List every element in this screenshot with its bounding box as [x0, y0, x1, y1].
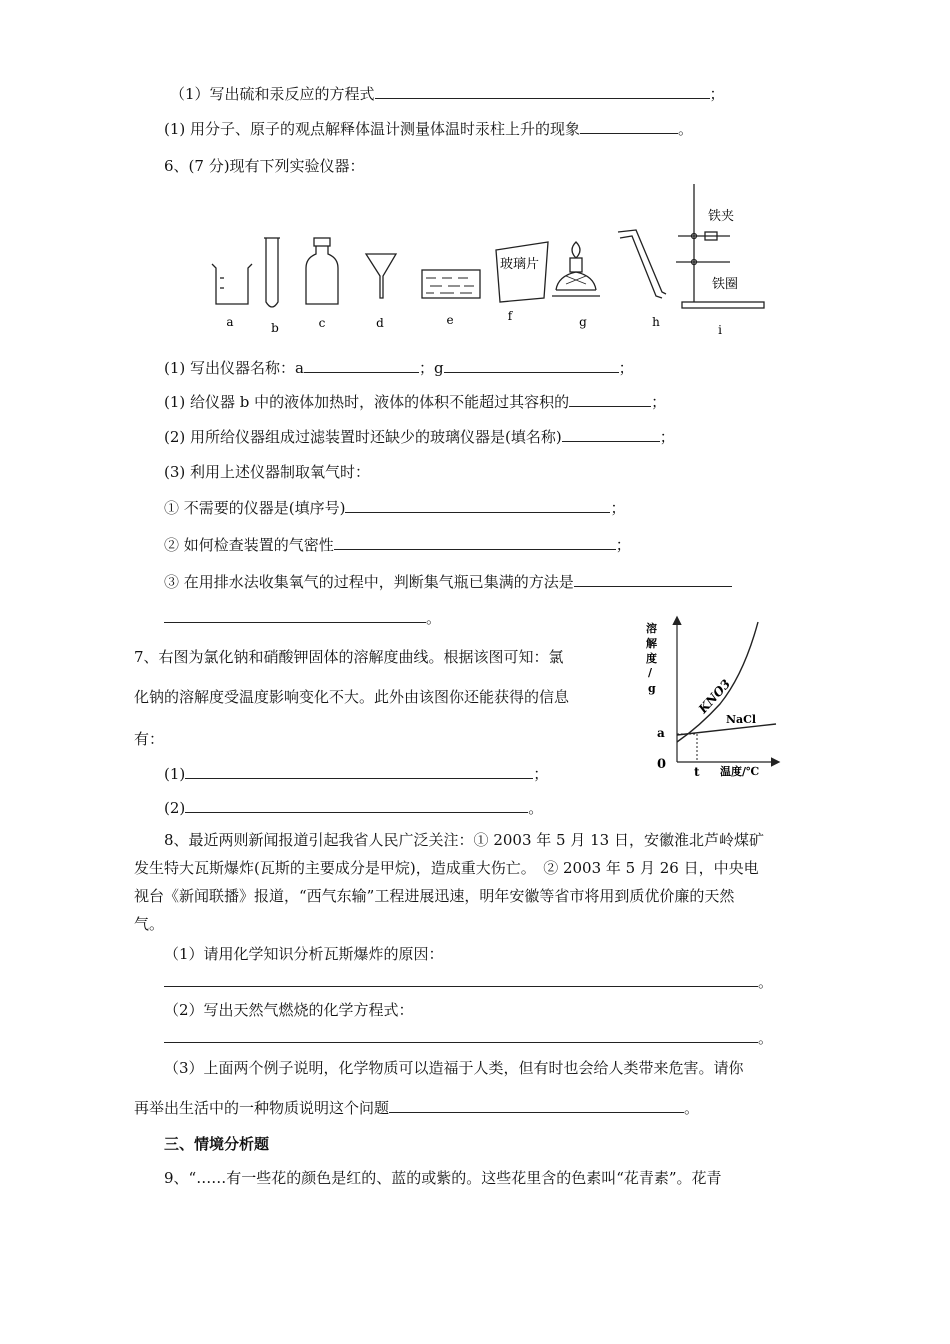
answer-blank[interactable] [345, 498, 610, 513]
apparatus-label-d: d [376, 316, 384, 330]
answer-blank[interactable] [304, 358, 419, 373]
svg-text:度: 度 [646, 652, 657, 665]
answer-blank[interactable] [375, 84, 710, 99]
apparatus-label-e: e [446, 313, 454, 327]
y-axis-label [646, 621, 658, 695]
y-marker-label: a [657, 726, 665, 740]
reagent-bottle-icon [306, 238, 338, 304]
answer-blank[interactable] [185, 798, 528, 813]
apparatus-label-f: f [507, 309, 513, 323]
svg-text:g: g [648, 682, 656, 695]
lab-apparatus-figure [200, 180, 780, 340]
q6-s3: (2) 用所给仪器组成过滤装置时还缺少的玻璃仪器是(填名称) ； [164, 428, 675, 446]
answer-blank[interactable] [334, 535, 616, 550]
x-axis-label: 温度/℃ [720, 765, 760, 778]
answer-blank[interactable] [164, 1028, 758, 1043]
funnel-icon [366, 254, 396, 298]
apparatus-label-h: h [652, 315, 660, 329]
q8-s1: （1）请用化学知识分析瓦斯爆炸的原因： [164, 945, 444, 963]
svg-text:溶: 溶 [646, 622, 657, 635]
iron-ring-label: 铁圈 [712, 277, 739, 292]
q7-line2: 化钠的溶解度受温度影响变化不大。此外由该图你还能获得的信息 [134, 688, 570, 706]
q8-s1-answer: 。 [164, 972, 773, 992]
q8-s3b: 再举出生活中的一种物质说明这个问题 。 [134, 1099, 700, 1117]
q7-line3: 有： [134, 730, 165, 748]
q8-p2: 发生特大瓦斯爆炸(瓦斯的主要成分是甲烷)，造成重大伤亡。 ② 2003 年 5 月 26 日，中央电 [134, 859, 759, 877]
y-axis-label-text: 溶解度/g [640, 610, 644, 611]
section-3-title: 三、情境分析题 [164, 1135, 270, 1153]
solubility-chart [640, 610, 790, 780]
q7-answer1: (1) ； [164, 765, 549, 783]
q7-line1: 7、右图为氯化钠和硝酸钾固体的溶解度曲线。根据该图可知：氯 [134, 648, 564, 666]
q6-s4: (3) 利用上述仪器制取氧气时： [164, 463, 371, 481]
q8-p4: 气。 [134, 915, 165, 933]
delivery-tube-icon [618, 230, 666, 298]
glass-slide-icon [496, 242, 548, 302]
answer-blank[interactable] [562, 427, 660, 442]
svg-text:解: 解 [646, 637, 657, 650]
apparatus-label-a: a [226, 315, 234, 329]
answer-blank[interactable] [389, 1098, 684, 1113]
apparatus-label-c: c [318, 316, 326, 330]
series-label-nacl: NaCl [726, 713, 757, 726]
q6-s2: (1) 给仪器 b 中的液体加热时，液体的体积不能超过其容积的 ； [164, 393, 667, 411]
q9-line1: 9、“……有一些花的颜色是红的、蓝的或紫的。这些花里含的色素叫“花青素”。花青 [164, 1169, 722, 1187]
x-marker-label: t [694, 765, 700, 779]
q6-s7: ③ 在用排水法收集氧气的过程中，判断集气瓶已集满的方法是 [164, 572, 732, 592]
answer-blank[interactable] [164, 972, 758, 987]
answer-blank[interactable] [444, 358, 619, 373]
iron-clamp-label: 铁夹 [708, 209, 735, 224]
apparatus-label-g: g [579, 315, 587, 329]
q8-s3: （3）上面两个例子说明，化学物质可以造福于人类，但有时也会给人类带来危害。请你 [164, 1059, 744, 1077]
q5-sub2: (1) 用分子、原子的观点解释体温计测量体温时汞柱上升的现象 。 [164, 120, 694, 138]
q8-s2-answer: 。 [164, 1028, 773, 1048]
water-trough-icon [422, 270, 480, 298]
beaker-icon [212, 264, 252, 304]
q8-s2: （2）写出天然气燃烧的化学方程式： [164, 1001, 414, 1019]
svg-text:/: / [648, 666, 653, 679]
q6-s1: (1) 写出仪器名称：a ；g ； [164, 359, 634, 377]
q8-p1: 8、最近两则新闻报道引起我省人民广泛关注：① 2003 年 5 月 13 日，安徽淮北芦岭煤矿 [164, 831, 764, 849]
q8-p3: 视台《新闻联播》报道，“西气东输”工程进展迅速，明年安徽等省市将用到质优价廉的天然 [134, 887, 735, 905]
answer-blank[interactable] [574, 572, 732, 587]
answer-blank[interactable] [185, 764, 533, 779]
glass-piece-label: 玻璃片 [500, 257, 540, 272]
q5-sub1: （1）写出硫和汞反应的方程式 ； [170, 85, 725, 103]
q6-s5: ① 不需要的仪器是(填序号) ； [164, 499, 626, 517]
apparatus-label-b: b [271, 321, 279, 335]
origin-label: 0 [657, 757, 667, 772]
answer-blank[interactable] [164, 608, 426, 623]
test-tube-icon [264, 238, 280, 307]
alcohol-lamp-icon [552, 242, 600, 296]
q6-s8: 。 [164, 608, 441, 628]
answer-blank[interactable] [580, 119, 678, 134]
answer-blank[interactable] [569, 392, 651, 407]
q6-s6: ② 如何检查装置的气密性 ； [164, 536, 631, 554]
series-label-kno3: KNO3 [695, 676, 734, 717]
q7-answer2: (2) 。 [164, 799, 544, 817]
q6-title: 6、(7 分)现有下列实验仪器： [164, 157, 365, 175]
apparatus-label-i: i [718, 323, 722, 337]
